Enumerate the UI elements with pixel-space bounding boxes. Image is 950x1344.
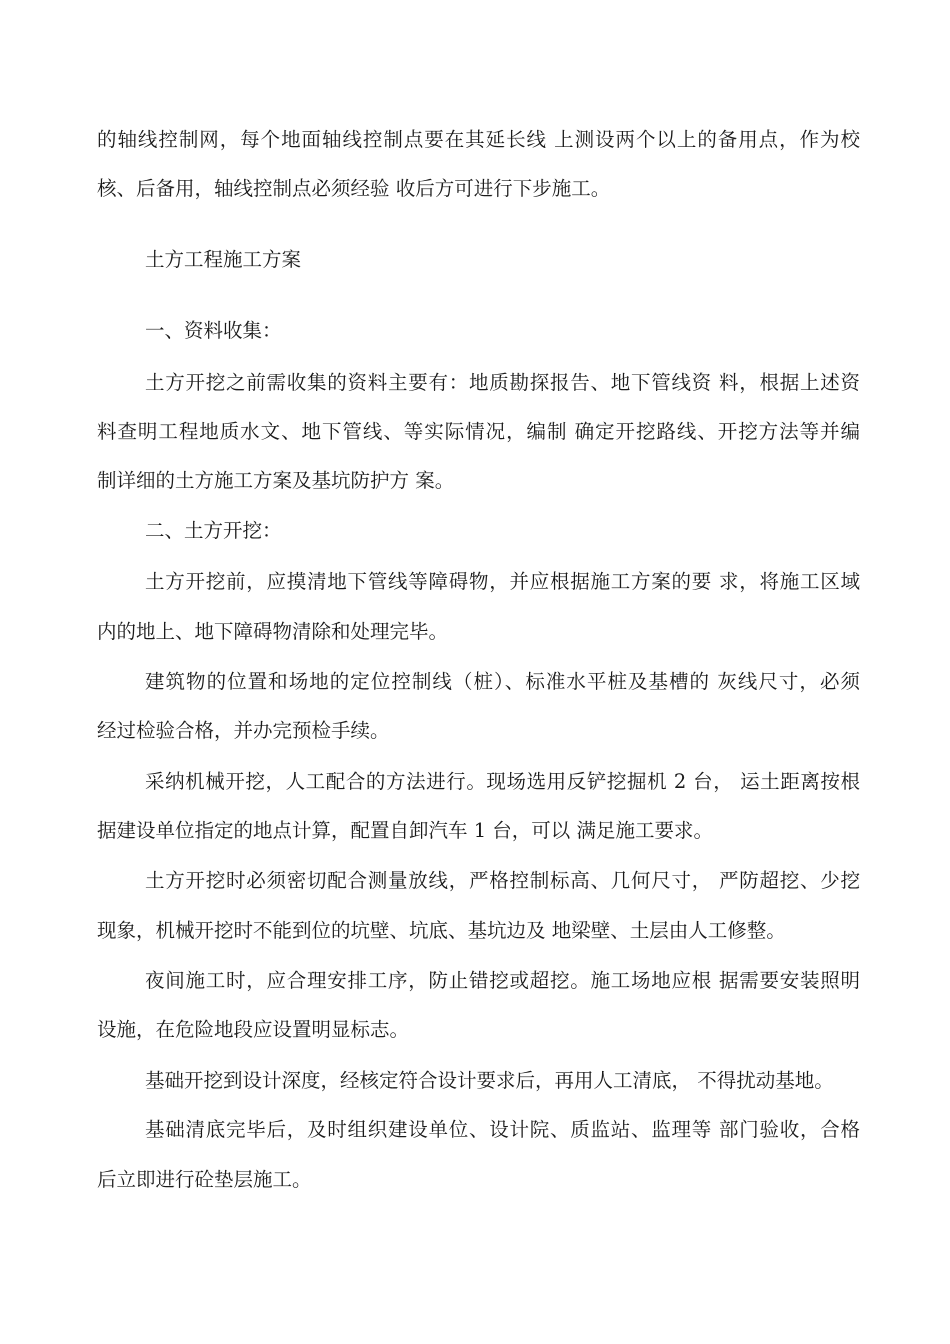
text-line: 后立即进行砼垫层施工。	[97, 1168, 312, 1191]
subsection-heading: 二、土方开挖：	[145, 519, 282, 542]
text-line: 核、后备用，轴线控制点必须经验 收后方可进行下步施工。	[97, 177, 611, 200]
section-heading: 土方工程施工方案	[145, 248, 302, 271]
text-line: 的轴线控制网，每个地面轴线控制点要在其延长线 上测设两个以上的备用点，作为校	[97, 128, 860, 151]
text-line: 经过检验合格，并办完预检手续。	[97, 719, 390, 742]
text-line: 据建设单位指定的地点计算，配置自卸汽车 1 台，可以 满足施工要求。	[97, 819, 714, 842]
text-line: 内的地上、地下障碍物清除和处理完毕。	[97, 620, 449, 643]
text-line: 土方开挖前，应摸清地下管线等障碍物，并应根据施工方案的要 求，将施工区域	[145, 570, 860, 593]
text-line: 土方开挖时必须密切配合测量放线，严格控制标高、几何尺寸， 严防超挖、少挖	[145, 869, 860, 892]
text-line: 基础清底完毕后，及时组织建设单位、设计院、质监站、监理等 部门验收，合格	[145, 1118, 860, 1141]
text-line: 夜间施工时，应合理安排工序，防止错挖或超挖。施工场地应根 据需要安装照明	[145, 969, 860, 992]
text-line: 设施，在危险地段应设置明显标志。	[97, 1018, 410, 1041]
text-line: 料查明工程地质水文、地下管线、等实际情况，编制 确定开挖路线、开挖方法等并编	[97, 420, 860, 443]
text-line: 土方开挖之前需收集的资料主要有：地质勘探报告、地下管线资 料，根据上述资	[145, 371, 860, 394]
text-line: 建筑物的位置和场地的定位控制线（桩）、标准水平桩及基槽的 灰线尺寸，必须	[145, 670, 860, 693]
text-line: 基础开挖到设计深度，经核定符合设计要求后，再用人工清底， 不得扰动基地。	[145, 1069, 834, 1092]
text-line: 采纳机械开挖，人工配合的方法进行。现场选用反铲挖掘机 2 台， 运土距离按根	[145, 770, 860, 793]
text-line: 制详细的土方施工方案及基坑防护方 案。	[97, 469, 455, 492]
text-line: 现象，机械开挖时不能到位的坑壁、坑底、基坑边及 地梁壁、土层由人工修整。	[97, 919, 786, 942]
subsection-heading: 一、资料收集：	[145, 319, 282, 342]
